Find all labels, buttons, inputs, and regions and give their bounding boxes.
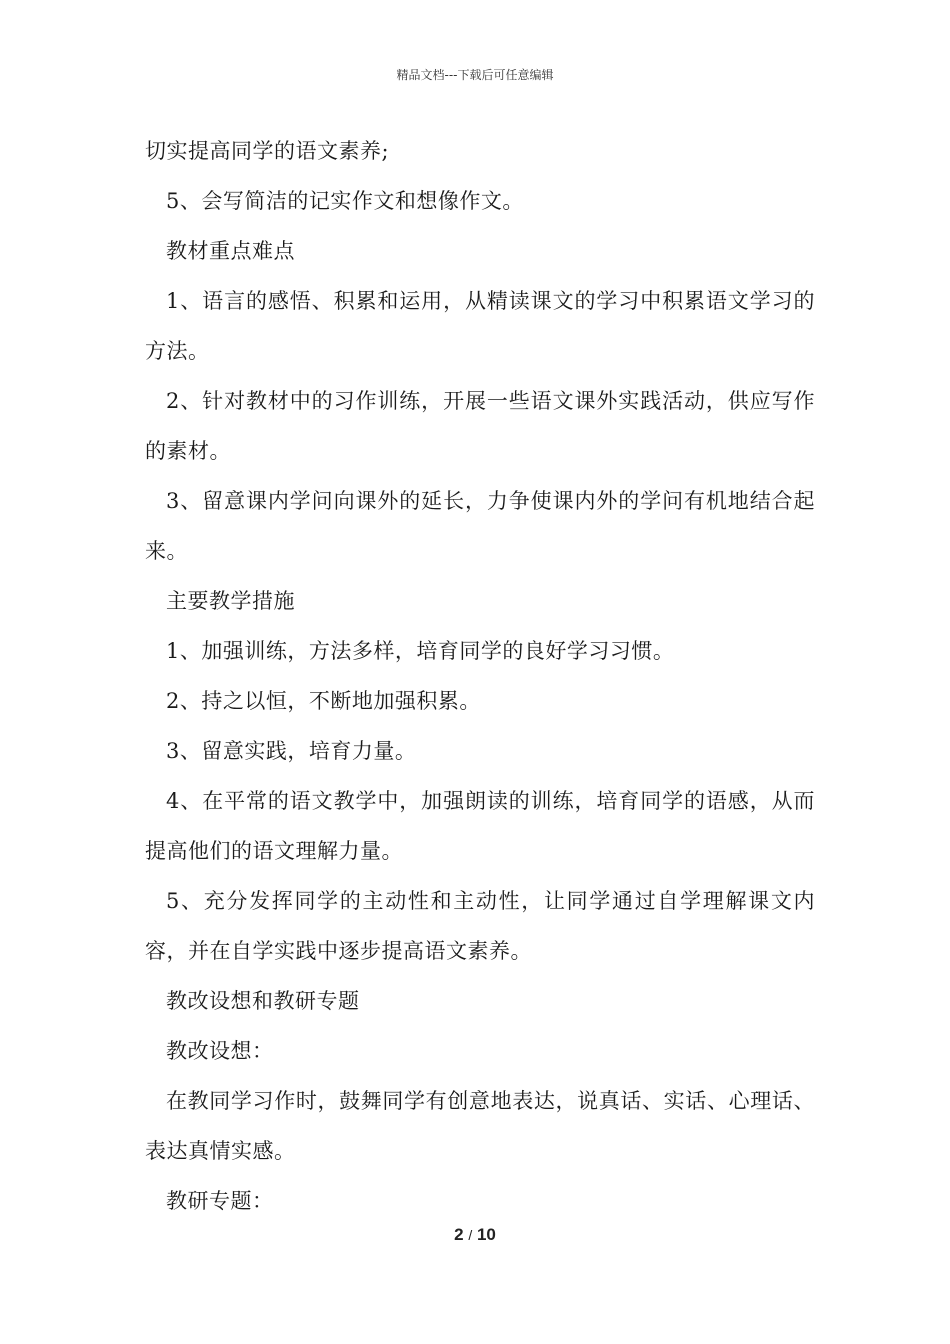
total-pages: 10 (476, 1225, 496, 1244)
paragraph: 4、在平常的语文教学中，加强朗读的训练，培育同学的语感，从而提高他们的语文理解力量。 (145, 789, 815, 863)
page-number (0, 1225, 950, 1245)
paragraph: 5、充分发挥同学的主动性和主动性，让同学通过自学理解课文内容，并在自学实践中逐步提高语文素养。 (145, 889, 815, 963)
paragraph: 2、针对教材中的习作训练，开展一些语文课外实践活动，供应写作的素材。 (145, 389, 815, 463)
current-page: 2 (454, 1225, 464, 1244)
paragraph: 3、留意课内学问向课外的延长，力争使课内外的学问有机地结合起来。 (145, 489, 815, 563)
section-heading: 主要教学措施 (166, 589, 295, 613)
paragraph: 切实提高同学的语文素养; (145, 139, 390, 163)
section-heading: 教材重点难点 (166, 239, 295, 263)
subsection-heading: 教研专题： (166, 1189, 274, 1213)
subsection-heading: 教改设想： (166, 1039, 274, 1063)
document-body (145, 126, 815, 1226)
paragraph: 1、语言的感悟、积累和运用，从精读课文的学习中积累语文学习的方法。 (145, 289, 815, 363)
paragraph: 5、会写简洁的记实作文和想像作文。 (166, 189, 524, 213)
page-separator: / (468, 1227, 473, 1243)
page-header: 精品文档---下载后可任意编辑 (396, 68, 554, 82)
paragraph: 2、持之以恒，不断地加强积累。 (166, 689, 481, 713)
paragraph: 在教同学习作时，鼓舞同学有创意地表达，说真话、实话、心理话、表达真情实感。 (145, 1089, 815, 1163)
paragraph: 3、留意实践，培育力量。 (166, 739, 417, 763)
paragraph: 1、加强训练，方法多样，培育同学的良好学习习惯。 (166, 639, 675, 663)
section-heading: 教改设想和教研专题 (166, 989, 360, 1013)
